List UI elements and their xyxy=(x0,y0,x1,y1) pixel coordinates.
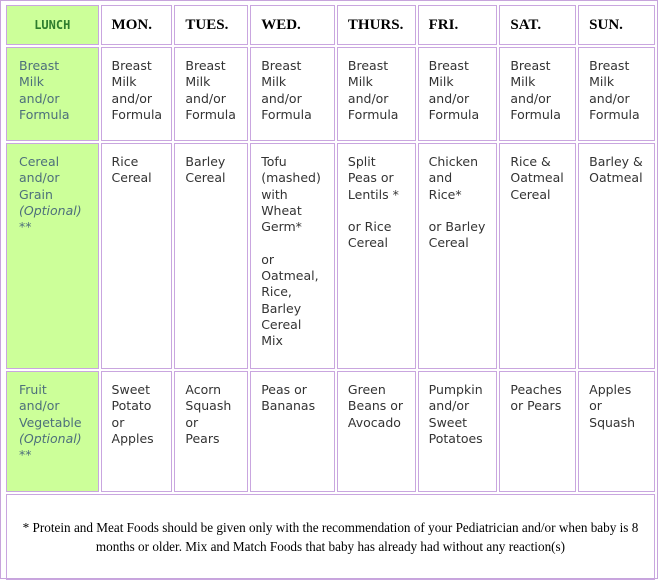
menu-cell: Breast Milk and/or Formula xyxy=(250,47,335,141)
menu-cell: Tofu (mashed) with Wheat Germ* or Oatmeal, Rice, Barley Cereal Mix xyxy=(250,143,335,369)
double-star-note: ** xyxy=(19,447,32,463)
menu-cell: Breast Milk and/or Formula xyxy=(101,47,173,141)
row-label-cereal xyxy=(6,143,99,369)
day-header-tues: TUES. xyxy=(174,5,248,45)
menu-cell: Apples or Squash xyxy=(578,371,655,492)
day-header-wed: WED. xyxy=(250,5,335,45)
table-row-fruit xyxy=(6,371,655,492)
menu-cell: Breast Milk and/or Formula xyxy=(578,47,655,141)
lunch-menu-table xyxy=(4,3,657,582)
menu-cell: Peas or Bananas xyxy=(250,371,335,492)
footnote-row xyxy=(6,494,655,580)
menu-cell: Barley & Oatmeal xyxy=(578,143,655,369)
day-header-sat: SAT. xyxy=(499,5,576,45)
menu-cell: Breast Milk and/or Formula xyxy=(499,47,576,141)
optional-note: (Optional) xyxy=(19,202,82,218)
menu-cell: Breast Milk and/or Formula xyxy=(418,47,498,141)
menu-cell: Sweet Potato or Apples xyxy=(101,371,173,492)
optional-note: (Optional) xyxy=(19,430,82,446)
menu-cell: Breast Milk and/or Formula xyxy=(174,47,248,141)
day-header-thurs: THURS. xyxy=(337,5,416,45)
day-header-sun: SUN. xyxy=(578,5,655,45)
menu-cell: Split Peas or Lentils * or Rice Cereal xyxy=(337,143,416,369)
menu-cell: Acorn Squash or Pears xyxy=(174,371,248,492)
lunch-header: LUNCH xyxy=(6,5,99,45)
row-label-text: Breast Milk and/or Formula xyxy=(19,58,70,122)
day-header-mon: MON. xyxy=(101,5,173,45)
menu-cell: Chicken and Rice* or Barley Cereal xyxy=(418,143,498,369)
header-row xyxy=(6,5,655,45)
menu-cell: Rice & Oatmeal Cereal xyxy=(499,143,576,369)
menu-cell: Barley Cereal xyxy=(174,143,248,369)
day-header-fri: FRI. xyxy=(418,5,498,45)
menu-cell: Pumpkin and/or Sweet Potatoes xyxy=(418,371,498,492)
table-row-milk xyxy=(6,47,655,141)
row-label-text: Fruit and/or Vegetable xyxy=(19,382,82,430)
table-row-cereal xyxy=(6,143,655,369)
menu-cell: Rice Cereal xyxy=(101,143,173,369)
double-star-note: ** xyxy=(19,219,32,235)
footnote: * Protein and Meat Foods should be given only with the recommendation of your Pediatrician and/or when baby is 8 months or older. Mix and Match Foods that baby has already had without any reaction(s) xyxy=(6,494,655,580)
menu-cell: Green Beans or Avocado xyxy=(337,371,416,492)
menu-cell: Peaches or Pears xyxy=(499,371,576,492)
row-label-text: Cereal and/or Grain xyxy=(19,154,60,202)
row-label-fruit xyxy=(6,371,99,492)
menu-cell: Breast Milk and/or Formula xyxy=(337,47,416,141)
row-label-milk xyxy=(6,47,99,141)
